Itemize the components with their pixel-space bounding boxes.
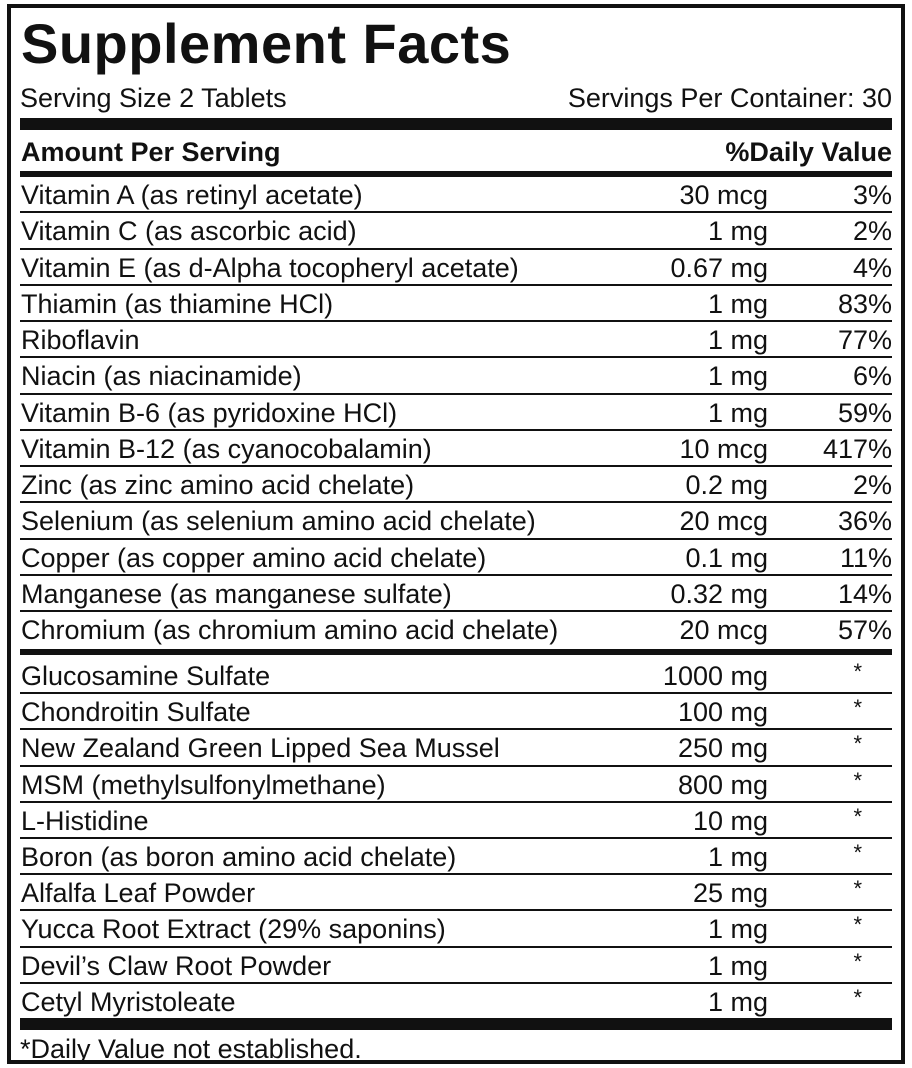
ingredient-name: Vitamin C (as ascorbic acid) [21, 216, 357, 247]
table-row [20, 839, 892, 875]
ingredient-daily-value: * [853, 839, 862, 865]
amount-per-serving-header: Amount Per Serving [21, 137, 281, 167]
table-row [20, 395, 892, 431]
ingredient-daily-value: * [853, 731, 862, 757]
column-header [20, 133, 892, 171]
table-row [20, 730, 892, 766]
ingredient-daily-value: 4% [852, 252, 892, 283]
divider-thick-top [20, 118, 892, 130]
ingredient-name: L-Histidine [21, 805, 149, 836]
ingredient-daily-value: 14% [837, 578, 892, 609]
table-row [20, 984, 892, 1020]
ingredient-name: Vitamin E (as d-Alpha tocopheryl acetate) [21, 252, 519, 283]
ingredient-daily-value: * [853, 659, 862, 684]
ingredient-amount: 25 mg [692, 878, 768, 909]
panel-title: Supplement Facts [21, 12, 512, 75]
ingredient-daily-value: 36% [837, 506, 892, 537]
table-row [20, 694, 892, 730]
ingredient-daily-value: * [853, 984, 862, 1010]
ingredient-name: Chromium (as chromium amino acid chelate) [21, 615, 559, 645]
table-row [20, 948, 892, 984]
ingredient-daily-value: * [853, 695, 862, 721]
ingredient-amount: 20 mcg [679, 615, 768, 645]
other-ingredients-list [20, 658, 892, 1020]
ingredient-name: Alfalfa Leaf Powder [21, 878, 256, 909]
ingredient-name: Manganese (as manganese sulfate) [21, 578, 452, 609]
serving-size: Serving Size 2 Tablets [20, 83, 287, 113]
ingredient-amount: 0.2 mg [685, 470, 768, 500]
ingredient-amount: 1 mg [707, 914, 768, 945]
ingredient-amount: 1 mg [707, 950, 768, 981]
ingredient-daily-value: * [853, 912, 862, 938]
table-row [20, 358, 892, 394]
ingredient-name: Vitamin B-6 (as pyridoxine HCl) [21, 397, 398, 428]
ingredient-amount: 100 mg [677, 697, 768, 728]
vitamins-minerals-list [20, 177, 892, 648]
ingredient-name: Copper (as copper amino acid chelate) [21, 542, 487, 573]
table-row [20, 431, 892, 467]
footnote: *Daily Value not established. [20, 1034, 362, 1064]
ingredient-amount: 1 mg [707, 986, 768, 1017]
ingredient-name: Thiamin (as thiamine HCl) [21, 288, 334, 319]
table-row [20, 911, 892, 947]
table-row [20, 250, 892, 286]
table-row [20, 612, 892, 648]
ingredient-daily-value: 57% [837, 615, 892, 645]
ingredient-daily-value: * [853, 803, 862, 829]
ingredient-daily-value: * [853, 948, 862, 974]
ingredient-name: Devil’s Claw Root Powder [21, 950, 332, 981]
supplement-facts-panel [7, 4, 905, 1064]
ingredient-name: Selenium (as selenium amino acid chelate) [21, 506, 536, 537]
table-row [20, 286, 892, 322]
ingredient-amount: 1 mg [707, 216, 768, 247]
ingredient-amount: 1 mg [707, 288, 768, 319]
ingredient-name: Chondroitin Sulfate [21, 697, 251, 728]
ingredient-amount: 30 mcg [679, 180, 768, 210]
table-row [20, 467, 892, 503]
ingredient-daily-value: 417% [822, 433, 892, 464]
table-row [20, 503, 892, 539]
ingredient-amount: 800 mg [677, 769, 768, 800]
table-row [20, 803, 892, 839]
serving-info [20, 81, 892, 115]
ingredient-daily-value: * [853, 767, 862, 793]
table-row [20, 767, 892, 803]
divider-section [20, 649, 892, 655]
ingredient-daily-value: 83% [837, 288, 892, 319]
ingredient-amount: 0.67 mg [670, 252, 768, 283]
table-row [20, 213, 892, 249]
ingredient-amount: 1 mg [707, 325, 768, 355]
ingredient-amount: 20 mcg [679, 506, 768, 537]
ingredient-name: Riboflavin [21, 325, 140, 355]
ingredient-amount: 10 mcg [679, 433, 768, 464]
ingredient-name: Vitamin B-12 (as cyanocobalamin) [21, 433, 432, 464]
ingredient-amount: 0.1 mg [685, 542, 768, 573]
ingredient-amount: 250 mg [677, 733, 768, 764]
divider-thick-bottom [20, 1018, 892, 1030]
ingredient-name: Niacin (as niacinamide) [21, 361, 302, 392]
ingredient-amount: 0.32 mg [670, 578, 768, 609]
ingredient-amount: 1 mg [707, 841, 768, 872]
ingredient-name: Zinc (as zinc amino acid chelate) [21, 470, 415, 500]
ingredient-daily-value: 77% [837, 325, 892, 355]
ingredient-name: Yucca Root Extract (29% saponins) [21, 914, 446, 945]
ingredient-name: New Zealand Green Lipped Sea Mussel [21, 733, 500, 764]
ingredient-amount: 1 mg [707, 397, 768, 428]
ingredient-daily-value: 59% [837, 397, 892, 428]
table-row [20, 658, 892, 694]
ingredient-amount: 10 mg [692, 805, 768, 836]
table-row [20, 322, 892, 358]
ingredient-name: Glucosamine Sulfate [21, 661, 271, 691]
ingredient-daily-value: 11% [839, 542, 892, 573]
ingredient-daily-value: 2% [852, 470, 892, 500]
ingredient-name: Vitamin A (as retinyl acetate) [21, 180, 363, 210]
ingredient-name: MSM (methylsulfonylmethane) [21, 769, 386, 800]
ingredient-daily-value: 2% [852, 216, 892, 247]
ingredient-amount: 1 mg [707, 361, 768, 392]
table-row [20, 177, 892, 213]
ingredient-name: Cetyl Myristoleate [21, 986, 236, 1017]
table-row [20, 875, 892, 911]
ingredient-amount: 1000 mg [662, 661, 768, 691]
ingredient-name: Boron (as boron amino acid chelate) [21, 841, 457, 872]
table-row [20, 540, 892, 576]
servings-per-container: Servings Per Container: 30 [567, 83, 892, 113]
ingredient-daily-value: * [853, 876, 862, 902]
ingredient-daily-value: 3% [852, 180, 892, 210]
daily-value-header: %Daily Value [725, 137, 892, 167]
table-row [20, 576, 892, 612]
ingredient-daily-value: 6% [852, 361, 892, 392]
